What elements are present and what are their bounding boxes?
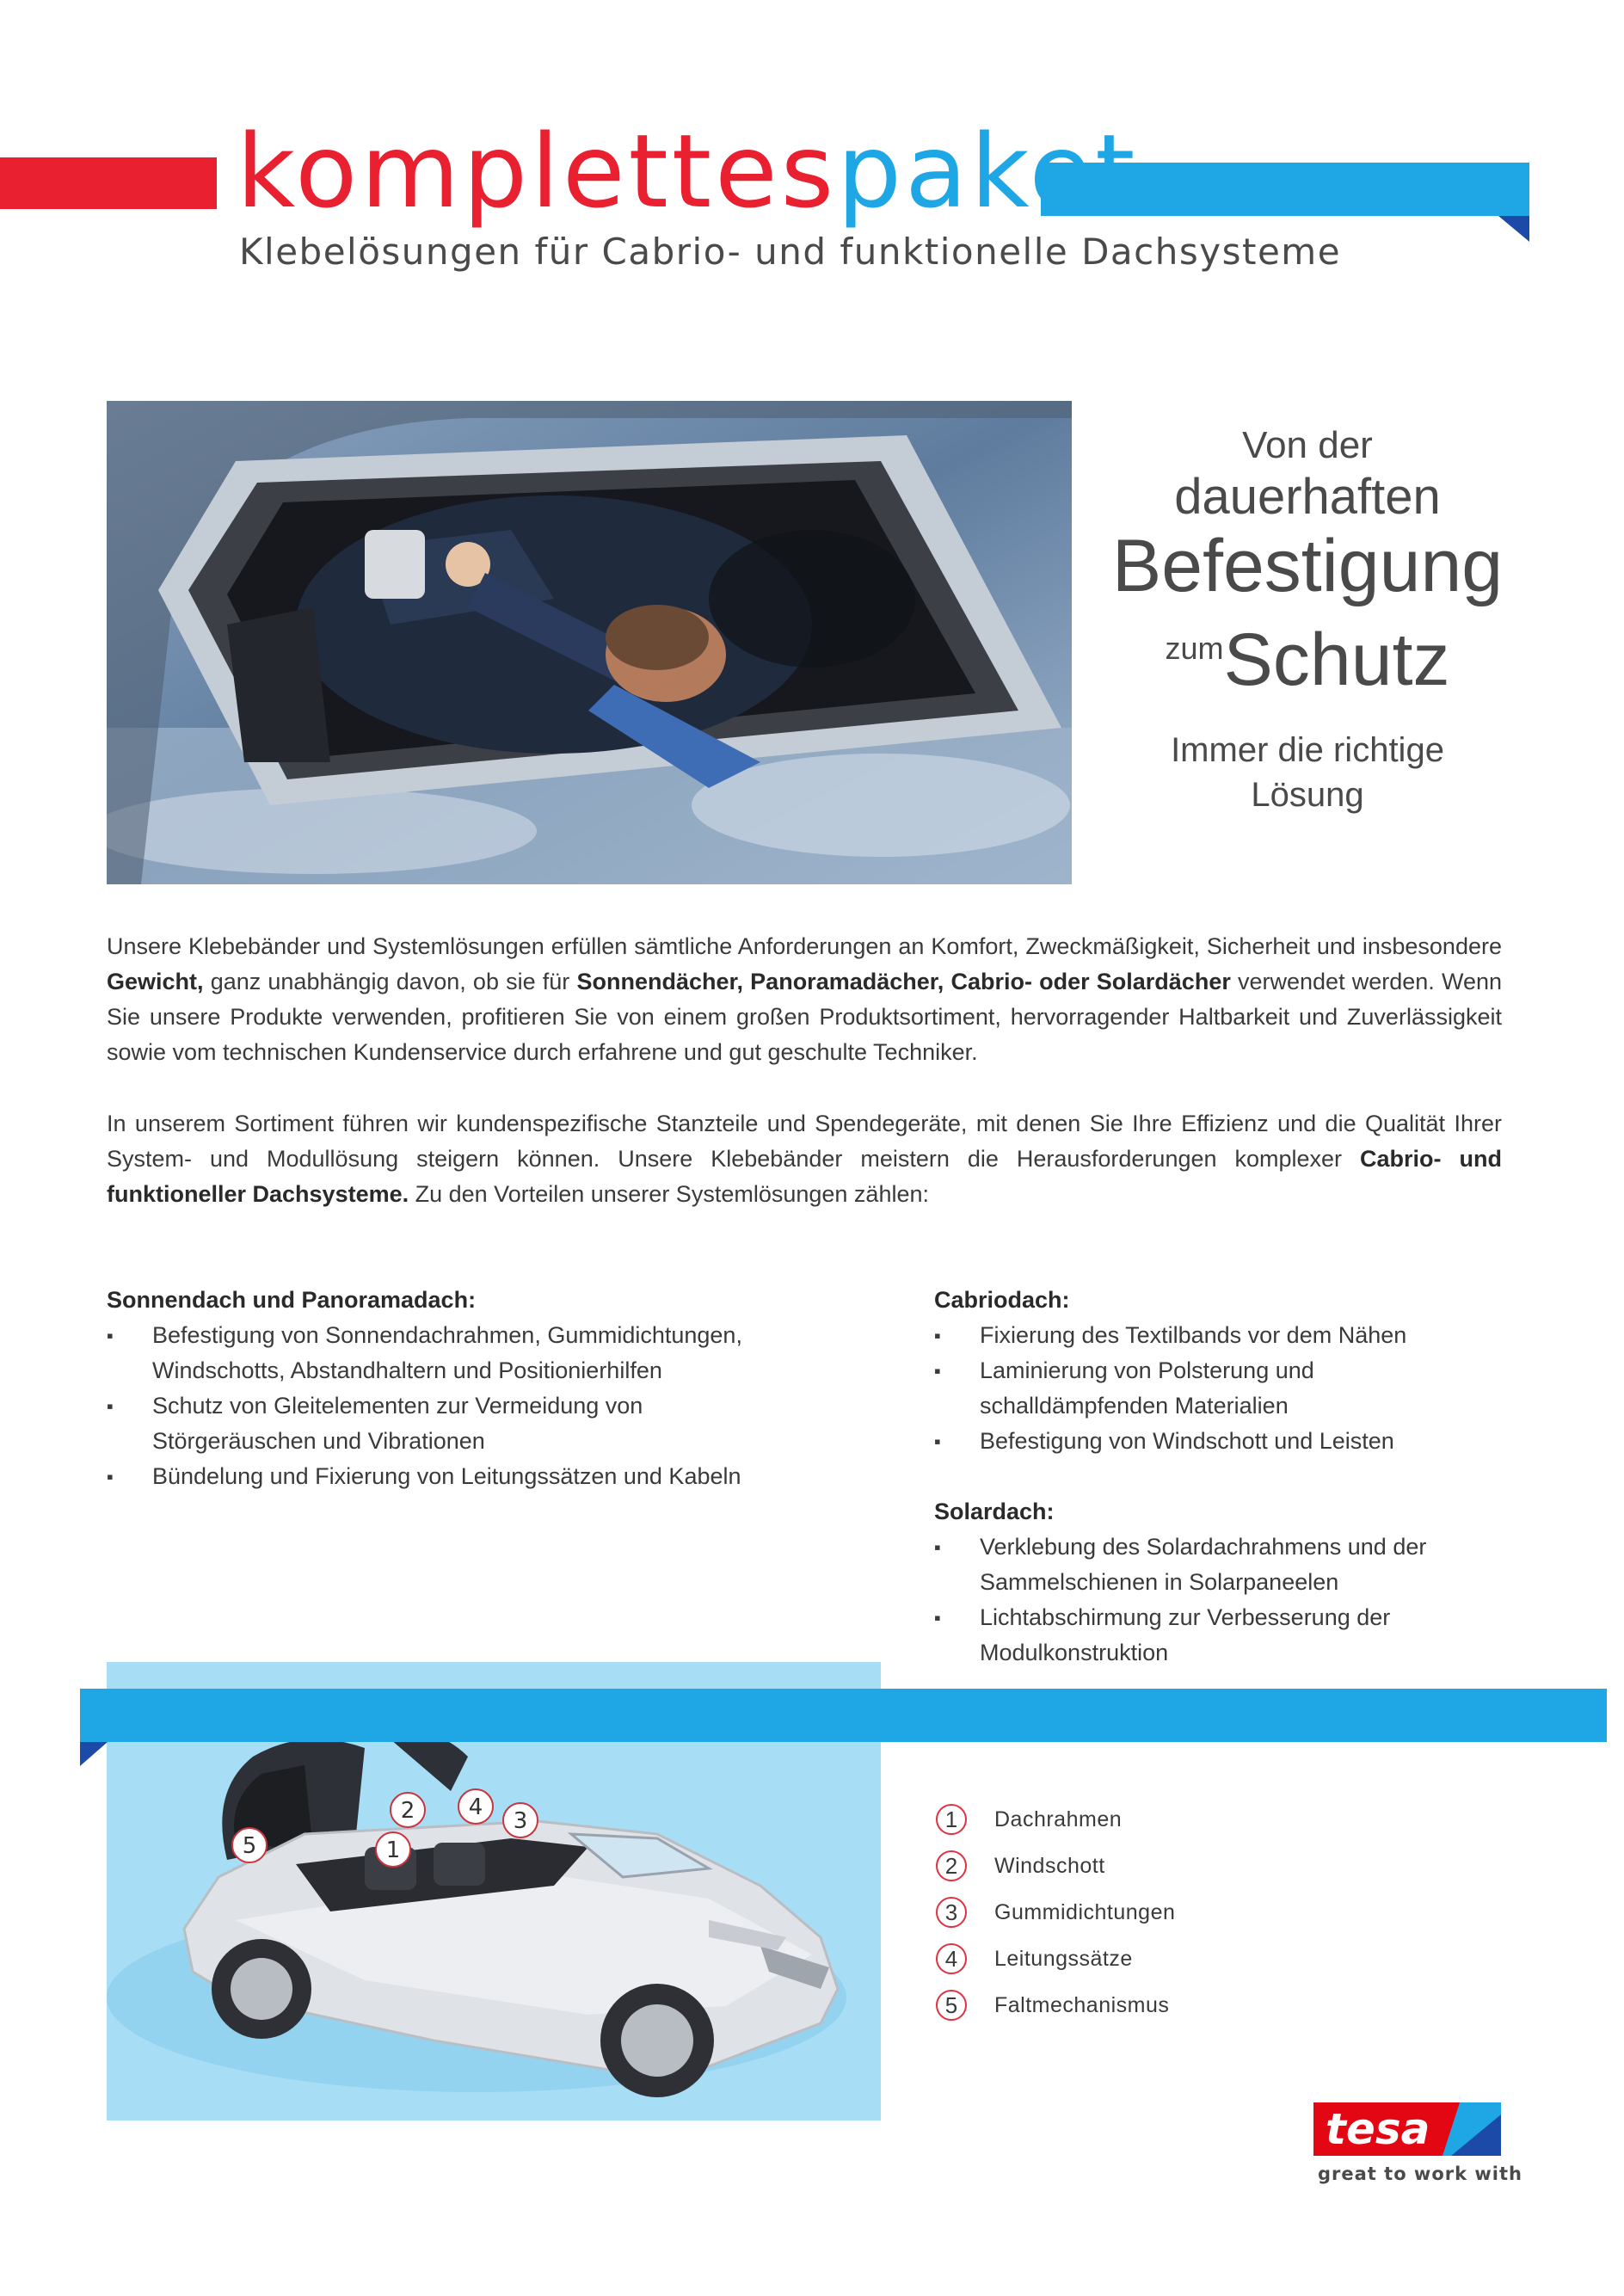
svg-text:2: 2 [400, 1798, 415, 1824]
list-item: ▪ Laminierung von Polsterung und schalldämpfenden Materialien [934, 1353, 1401, 1424]
svg-text:5: 5 [242, 1833, 257, 1859]
car-marker-2 [391, 1793, 425, 1827]
legend-number: 2 [936, 1850, 967, 1881]
legend [936, 1796, 1175, 2028]
p2-text-1: In unserem Sortiment führen wir kundenspezifische Stanzteile und Spendegeräte, mit denen Sie Ihre Effizienz und die Qualität Ihrer System- und Modullösung steigern können. Unsere Klebebänder meistern die Herausforderungen komplexer [107, 1111, 1502, 1172]
legend-label: Leitungssätze [994, 1946, 1133, 1971]
p1-bold-2: Sonnendächer, Panoramadächer, Cabrio- oder Solardächer [576, 969, 1231, 994]
list-item: ▪ Fixierung des Textilbands vor dem Nähen [934, 1318, 1536, 1353]
header-red-bar [0, 157, 217, 209]
car-marker-4 [458, 1789, 493, 1824]
section-heading: Solardach: [934, 1499, 1055, 1524]
intro-paragraph-2 [107, 1106, 1502, 1212]
tagline-line-4 [1067, 607, 1548, 723]
sunroof-photo-illustration [107, 401, 1072, 884]
tagline-line-2: dauerhaften [1174, 469, 1441, 525]
brand-claim: great to work with [1318, 2164, 1522, 2184]
legend-label: Dachrahmen [994, 1807, 1123, 1831]
p1-text-1: Unsere Klebebänder und Systemlösungen erfüllen sämtliche Anforderungen an Komfort, Zweckmäßigkeit, Sicherheit und insbesondere [107, 933, 1502, 959]
tagline-schutz: Schutz [1223, 619, 1450, 701]
tagline-zum: zum [1165, 631, 1224, 666]
list-item: ▪ Befestigung von Windschott und Leisten [934, 1424, 1536, 1459]
p2-bold-1: Cabrio- und funktioneller Dachsysteme. [107, 1146, 1502, 1207]
list-item: ▪ Befestigung von Sonnendachrahmen, Gummidichtungen, Windschotts, Abstandhaltern und Positionierhilfen [107, 1318, 840, 1388]
list-item: ▪ Bündelung und Fixierung von Leitungssätzen und Kabeln [107, 1459, 864, 1494]
section-cabrio-solar [934, 1283, 1536, 1671]
legend-item [936, 1889, 1175, 1936]
tagline-line-3: Befestigung [1111, 525, 1504, 607]
legend-item [936, 1936, 1175, 1982]
svg-text:4: 4 [468, 1794, 483, 1820]
list-item: ▪ Verklebung des Solardachrahmens und der Sammelschienen in Solarpaneelen [934, 1530, 1513, 1600]
svg-text:tesa: tesa [1326, 2104, 1430, 2154]
svg-text:1: 1 [385, 1837, 401, 1863]
list-item: ▪ Lichtabschirmung zur Verbesserung der Modulkonstruktion [934, 1600, 1479, 1671]
tesa-logo [1313, 2102, 1501, 2156]
tagline [1067, 422, 1548, 817]
p1-text-3: verwendet werden. Wenn Sie unsere Produkte verwenden, profitieren Sie von einem großen Produktsortiment, hervorragender Haltbarkeit und Zuverlässigkeit sowie vom technischen Kundenservice durch erfahrene und gut geschulte Techniker. [107, 969, 1502, 1065]
car-marker-3 [503, 1803, 538, 1837]
blue-band-fold [80, 1742, 108, 1766]
page-title [237, 112, 1139, 231]
svg-text:3: 3 [513, 1808, 528, 1834]
section-heading: Cabriodach: [934, 1287, 1070, 1313]
section-heading: Sonnendach und Panoramadach: [107, 1287, 477, 1313]
legend-label: Faltmechanismus [994, 1992, 1170, 2017]
legend-number: 4 [936, 1943, 967, 1974]
tagline-line-6: Lösung [1251, 776, 1364, 814]
legend-label: Windschott [994, 1853, 1105, 1878]
blue-band [80, 1689, 1607, 1742]
legend-item [936, 1796, 1175, 1843]
intro-paragraph-1 [107, 929, 1502, 1070]
page-title-part1: komplettes [237, 112, 838, 231]
header-blue-fold [1498, 216, 1529, 242]
tagline-line-1: Von der [1242, 424, 1373, 466]
section-sunroof [107, 1283, 864, 1494]
legend-number: 1 [936, 1804, 967, 1835]
page-subtitle: Klebelösungen für Cabrio- und funktionelle Dachsysteme [239, 231, 1342, 273]
car-marker-1 [376, 1832, 410, 1867]
p1-bold-1: Gewicht, [107, 969, 204, 994]
list-item: ▪ Schutz von Gleitelementen zur Vermeidung von Störgeräuschen und Vibrationen [107, 1388, 703, 1459]
legend-number: 5 [936, 1990, 967, 2021]
bullet-list [107, 1318, 864, 1494]
page-title-part2: paket [837, 112, 1139, 231]
car-marker-5 [232, 1828, 267, 1862]
p1-text-2: ganz unabhängig davon, ob sie für [203, 969, 577, 994]
legend-number: 3 [936, 1897, 967, 1928]
bullet-list [934, 1318, 1536, 1459]
hero-photo [107, 401, 1072, 884]
legend-item [936, 1982, 1175, 2028]
legend-item [936, 1843, 1175, 1889]
bullet-list [934, 1530, 1536, 1671]
p2-text-2: Zu den Vorteilen unserer Systemlösungen zählen: [409, 1181, 929, 1207]
tagline-line-5: Immer die richtige [1171, 731, 1444, 769]
legend-label: Gummidichtungen [994, 1899, 1176, 1924]
